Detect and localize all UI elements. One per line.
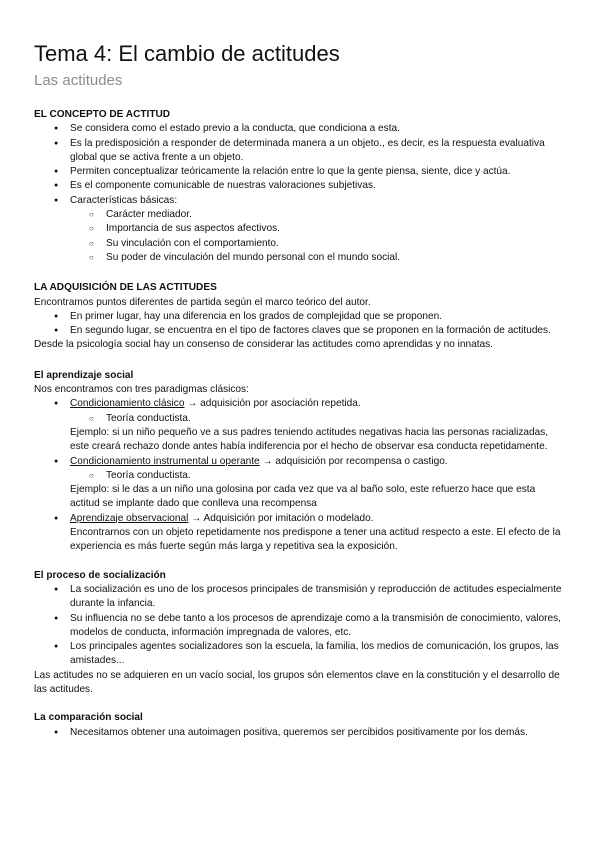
list-item: ● Los principales agentes socializadores son la escuela, la familia, los medios de comunicación, los grupos, las amistades... <box>34 640 564 669</box>
section-comparacion <box>34 711 564 740</box>
paragraph: Nos encontramos con tres paradigmas clásicos: <box>34 384 249 396</box>
list-item <box>34 512 564 526</box>
example-paragraph: Ejemplo: si le das a un niño una golosina por cada vez que va al baño solo, este refuerzo hace que esta actitud se implante dado que conlleva una recompensa <box>70 484 536 510</box>
sub-list-item: ○ Teoría conductista. <box>34 469 564 483</box>
list-item: ● Necesitamos obtener una autoimagen positiva, queremos ser percibidos positivamente por los demás. <box>34 726 564 740</box>
bullet-list <box>34 512 564 526</box>
sub-list-item: ○ Teoría conductista. <box>34 412 564 426</box>
section-heading: El aprendizaje social <box>34 369 134 381</box>
sub-list-item: ○ Importancia de sus aspectos afectivos. <box>34 222 564 236</box>
section-adquisicion <box>34 281 564 352</box>
example-paragraph: Ejemplo: si un niño pequeño ve a sus padres teniendo actitudes negativas hacia las personas racializadas, este creará rechazo donde antes había indiferencia por el hecho de observar esa conducta repetidamente. <box>70 426 549 453</box>
bullet-list <box>34 583 564 669</box>
list-item <box>34 455 564 469</box>
paragraph: Las actitudes no se adquieren en un vacío social, los grupos són elementos clave en la constitución y el desarrollo de las actitudes. <box>34 669 560 695</box>
paragraph: Desde la psicología social hay un consenso de considerar las actitudes como aprendidas y no innatas. <box>34 339 493 351</box>
sub-list <box>34 208 564 265</box>
page-title: Tema 4: El cambio de actitudes <box>34 41 340 66</box>
list-item: ● En segundo lugar, se encuentra en el tipo de factores claves que se proponen en la formación de actitudes. <box>34 324 564 338</box>
list-item <box>34 194 564 265</box>
bullet-list <box>34 726 564 740</box>
document-body <box>34 108 564 740</box>
paragraph: Encontramos puntos diferentes de partida según el marco teórico del autor. <box>34 296 371 308</box>
section-socializacion <box>34 569 564 698</box>
section-heading: LA ADQUISICIÓN DE LAS ACTITUDES <box>34 282 217 294</box>
term-rest: → adquisición por recompensa o castigo. <box>259 455 448 467</box>
term-underlined: Condicionamiento clásico <box>70 398 185 410</box>
section-concepto <box>34 108 564 265</box>
section-aprendizaje <box>34 369 564 555</box>
bullet-list <box>34 455 564 469</box>
list-item-text: Características básicas: <box>70 194 178 206</box>
term-underlined: Aprendizaje observacional <box>70 512 189 524</box>
list-item: ● Permiten conceptualizar teóricamente la relación entre lo que la gente piensa, siente, dice y actúa. <box>34 165 564 179</box>
list-item: ● Se considera como el estado previo a la conducta, que condiciona a esta. <box>34 122 564 136</box>
term-rest: → adquisición por asociación repetida. <box>184 398 361 410</box>
sub-list-item: ○ Carácter mediador. <box>34 208 564 222</box>
section-heading: EL CONCEPTO DE ACTITUD <box>34 109 171 120</box>
bullet-list <box>34 122 564 265</box>
sub-list <box>34 412 564 426</box>
list-item: ● En primer lugar, hay una diferencia en los grados de complejidad que se proponen. <box>34 310 564 324</box>
sub-list <box>34 469 564 483</box>
section-heading: El proceso de socialización <box>34 569 166 581</box>
sub-list-item: ○ Su poder de vinculación del mundo personal con el mundo social. <box>34 251 564 265</box>
list-item: ● Es la predisposición a responder de determinada manera a un objeto., es decir, es la respuesta evaluativa global que se activa frente a un objeto. <box>34 137 564 166</box>
paragraph: Encontrarnos con un objeto repetidamente nos predispone a tener una actitud respecto a este. El efecto de la experiencia es más fuerte según más larga y repetitiva sea la exposición. <box>70 527 561 553</box>
list-item: ● La socialización es uno de los procesos principales de transmisión y reproducción de actitudes especialmente durante la infancia. <box>34 583 564 612</box>
list-item <box>34 397 564 411</box>
page-subtitle: Las actitudes <box>34 72 123 89</box>
section-heading: La comparación social <box>34 712 143 724</box>
bullet-list <box>34 310 564 339</box>
sub-list-item: ○ Su vinculación con el comportamiento. <box>34 237 564 251</box>
bullet-list <box>34 397 564 411</box>
list-item: ● Es el componente comunicable de nuestras valoraciones subjetivas. <box>34 179 564 193</box>
term-rest: → Adquisición por imitación o modelado. <box>188 512 374 524</box>
term-underlined: Condicionamiento instrumental u operante <box>70 455 260 467</box>
list-item: ● Su influencia no se debe tanto a los procesos de aprendizaje como a la transmisión de conocimiento, valores, modelos de conducta, información impregnada de valores, etc. <box>34 612 564 641</box>
